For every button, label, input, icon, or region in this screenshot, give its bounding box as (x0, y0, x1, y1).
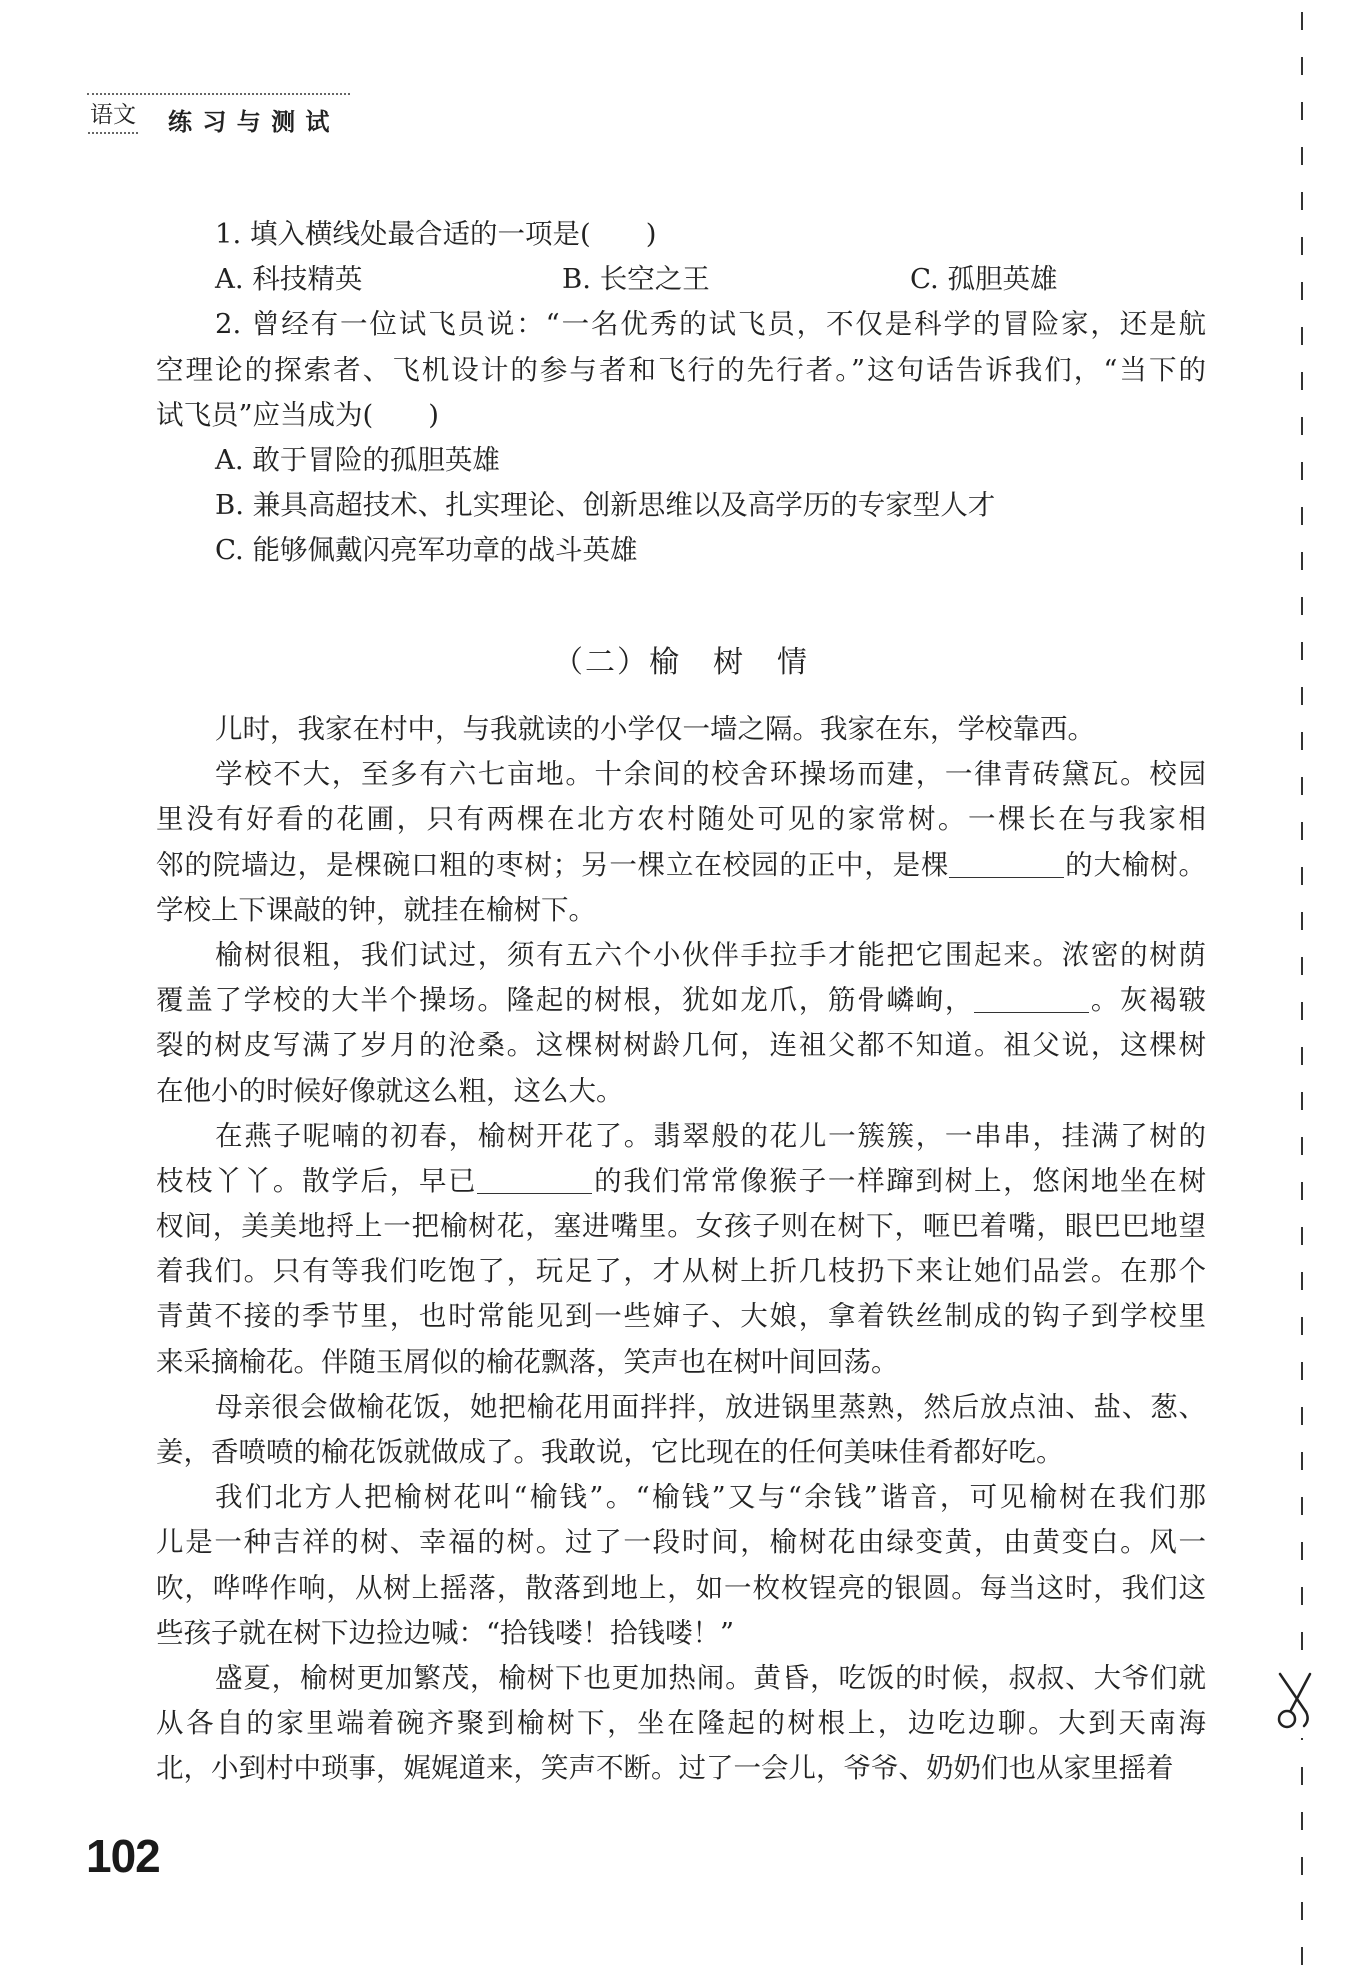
text-segment: 儿时，我家在村中，与我就读的小学仅一墙之隔。我家在东，学校靠西。 (215, 713, 1095, 745)
question-1-option-a: A. 科技精英 (215, 263, 363, 296)
text-segment: 邻的院墙边，是棵碗口粗的枣树；另一棵立在校园的正中，是棵 (156, 848, 950, 881)
text-line (156, 1430, 1206, 1475)
text-segment: 覆盖了学校的大半个操场。隆起的树根，犹如龙爪，筋骨嶙峋， (156, 984, 975, 1017)
series-title: 练 习 与 测 试 (168, 108, 331, 136)
text-segment: 些孩子就在树下边捡边喊：“拾钱喽！拾钱喽！” (156, 1616, 735, 1649)
text-segment: 儿是一种吉祥的树、幸福的树。过了一段时间，榆树花由绿变黄，由黄变白。风一 (156, 1526, 1206, 1559)
paragraph (156, 752, 1206, 933)
paragraph (156, 1475, 1206, 1656)
question-2-option-c: C. 能够佩戴闪亮军功章的战斗英雄 (215, 534, 638, 567)
text-line (156, 707, 1206, 752)
text-line (156, 1069, 1206, 1114)
text-line (156, 1656, 1206, 1701)
text-segment: 的大榆树。 (1064, 848, 1206, 881)
text-line (156, 888, 1206, 933)
text-segment: 裂的树皮写满了岁月的沧桑。这棵树树龄几何，连祖父都不知道。祖父说，这棵树 (156, 1029, 1206, 1062)
paragraph (156, 933, 1206, 1114)
text-segment: 学校上下课敲的钟，就挂在榆树下。 (156, 893, 596, 926)
text-line (156, 1114, 1206, 1159)
text-segment: 的我们常常像猴子一样蹿到树上，悠闲地坐在树 (592, 1164, 1206, 1197)
text-line (156, 1611, 1206, 1656)
scissors-handle (1304, 1712, 1308, 1726)
text-line (156, 978, 1206, 1023)
text-line (156, 933, 1206, 978)
questions-section (156, 212, 1206, 574)
paragraph (156, 1114, 1206, 1385)
text-line (156, 1520, 1206, 1565)
passage-body (156, 707, 1206, 1792)
text-segment: 母亲很会做榆花饭，她把榆花用面拌拌，放进锅里蒸熟，然后放点油、盐、葱、 (215, 1390, 1206, 1423)
header-dotted-rule (87, 93, 350, 95)
text-segment: 姜，香喷喷的榆花饭就做成了。我敢说，它比现在的任何美味佳肴都好吃。 (156, 1436, 1064, 1468)
fill-in-blank (974, 990, 1089, 1013)
text-segment: 从各自的家里端着碗齐聚到榆树下，坐在隆起的树根上，边吃边聊。大到天南海 (156, 1707, 1206, 1740)
text-segment: 着我们。只有等我们吃饱了，玩足了，才从树上折几枝扔下来让她们品尝。在那个 (156, 1255, 1206, 1288)
subject-label: 语文 (88, 101, 138, 134)
text-line (156, 843, 1206, 888)
text-line (156, 797, 1206, 842)
paragraph (156, 1656, 1206, 1792)
text-segment: 盛夏，榆树更加繁茂，榆树下也更加热闹。黄昏，吃饭的时候，叔叔、大爷们就 (215, 1661, 1206, 1694)
question-2-option-a: A. 敢于冒险的孤胆英雄 (215, 443, 500, 476)
question-1-option-c: C. 孤胆英雄 (910, 263, 1058, 296)
text-line (156, 1159, 1206, 1204)
text-segment: 学校不大，至多有六七亩地。十余间的校舍环操场而建，一律青砖黛瓦。校园 (215, 758, 1206, 791)
text-line (156, 752, 1206, 797)
paragraph (156, 707, 1206, 752)
text-segment: 北，小到村中琐事，娓娓道来，笑声不断。过了一会儿，爷爷、奶奶们也从家里摇着 (156, 1752, 1174, 1785)
text-segment: 在燕子呢喃的初春，榆树开花了。翡翠般的花儿一簇簇，一串串，挂满了树的 (215, 1119, 1206, 1152)
question-2-stem-line: 2. 曾经有一位试飞员说：“一名优秀的试飞员，不仅是科学的冒险家，还是航 (215, 308, 1206, 341)
question-2-stem-line: 空理论的探索者、飞机设计的参与者和飞行的先行者。”这句话告诉我们，“当下的 (156, 353, 1206, 386)
scissors-icon (1272, 1668, 1318, 1738)
text-segment: 里没有好看的花圃，只有两棵在北方农村随处可见的家常树。一棵长在与我家相 (156, 803, 1206, 836)
text-line (156, 1294, 1206, 1339)
text-line (156, 1204, 1206, 1249)
text-segment: 我们北方人把榆树花叫“榆钱”。“榆钱”又与“余钱”谐音，可见榆树在我们那 (215, 1481, 1206, 1514)
fill-in-blank (477, 1171, 592, 1194)
scissors-handle (1279, 1711, 1295, 1727)
text-segment: 杈间，美美地捋上一把榆树花，塞进嘴里。女孩子则在树下，咂巴着嘴，眼巴巴地望 (156, 1210, 1206, 1243)
paragraph (156, 1385, 1206, 1475)
page-number: 102 (86, 1830, 160, 1882)
text-line (156, 1023, 1206, 1068)
text-segment: 来采摘榆花。伴随玉屑似的榆花飘落，笑声也在树叶间回荡。 (156, 1345, 899, 1378)
text-line (156, 1340, 1206, 1385)
text-line (156, 1701, 1206, 1746)
question-2-option-b: B. 兼具高超技术、扎实理论、创新思维以及高学历的专家型人才 (215, 489, 996, 522)
text-segment: 在他小的时候好像就这么粗，这么大。 (156, 1074, 624, 1107)
text-line (156, 1746, 1206, 1791)
text-segment: 。灰褐皲 (1089, 984, 1206, 1017)
text-segment: 榆树很粗，我们试过，须有五六个小伙伴手拉手才能把它围起来。浓密的树荫 (215, 938, 1206, 971)
text-segment: 枝枝丫丫。散学后，早已 (156, 1164, 478, 1197)
passage-title: （二）榆 树 情 (553, 645, 809, 680)
text-segment: 吹，哗哗作响，从树上摇落，散落到地上，如一枚枚锃亮的银圆。每当这时，我们这 (156, 1571, 1206, 1604)
text-line (156, 1385, 1206, 1430)
text-segment: 青黄不接的季节里，也时常能见到一些婶子、大娘，拿着铁丝制成的钩子到学校里 (156, 1300, 1206, 1333)
text-line (156, 1475, 1206, 1520)
question-1-stem: 1. 填入横线处最合适的一项是( ) (215, 218, 657, 250)
fill-in-blank (949, 855, 1064, 878)
question-2-stem-line: 试飞员”应当成为( ) (156, 398, 440, 431)
question-1-options (156, 257, 1206, 302)
text-line (156, 1566, 1206, 1611)
question-1-option-b: B. 长空之王 (562, 263, 710, 296)
text-line (156, 1249, 1206, 1294)
